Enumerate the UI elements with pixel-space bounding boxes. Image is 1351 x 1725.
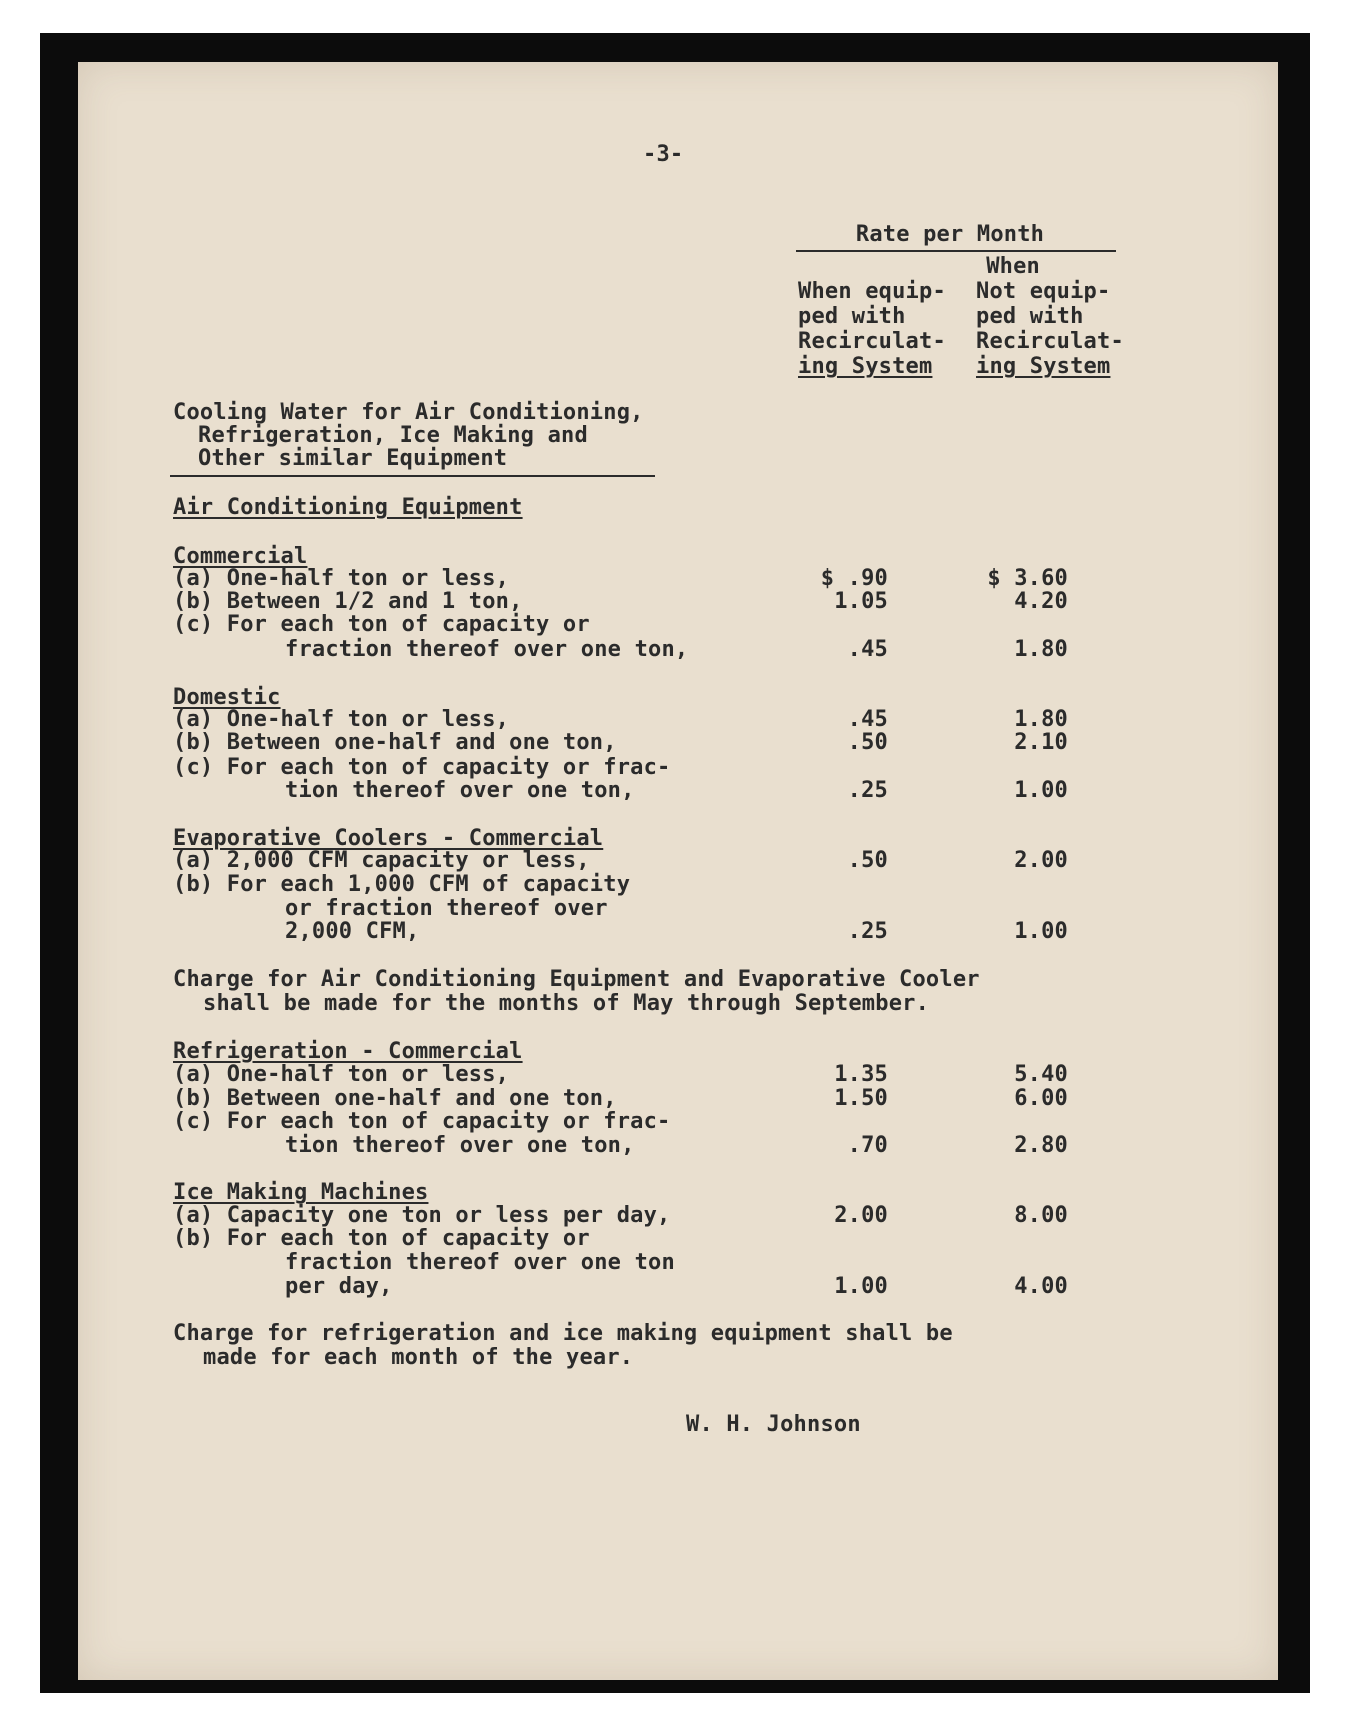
col2-line0: When — [986, 254, 1040, 279]
rate-recirculating: 1.00 — [834, 1274, 888, 1299]
row-label-cont: tion thereof over one ton, — [285, 1133, 635, 1158]
rate-not-recirculating: 2.10 — [1014, 730, 1068, 755]
col1-line4: ing System — [798, 354, 933, 379]
rate-title: Rate per Month — [855, 222, 1045, 247]
col1-line3: Recirculat- — [798, 329, 946, 354]
section-title-line2: Refrigeration, Ice Making and — [198, 423, 588, 448]
rate-recirculating: .70 — [847, 1133, 888, 1158]
note2-line2: made for each month of the year. — [203, 1345, 634, 1370]
note1-line1: Charge for Air Conditioning Equipment and Evaporative Cooler — [173, 967, 980, 992]
rate-recirculating: .50 — [847, 730, 888, 755]
row-label: (c) For each ton of capacity or — [173, 612, 590, 637]
section-title-line1: Cooling Water for Air Conditioning, — [173, 400, 644, 425]
rate-not-recirculating: 2.80 — [1014, 1133, 1068, 1158]
rate-not-recirculating: 1.00 — [1014, 919, 1068, 944]
col2-line2: ped with — [976, 304, 1084, 329]
signature: W. H. Johnson — [686, 1412, 861, 1437]
col2-line4: ing System — [976, 354, 1111, 379]
row-label: (b) For each 1,000 CFM of capacity — [173, 872, 631, 897]
row-label-cont: per day, — [285, 1274, 393, 1299]
row-label-cont: fraction thereof over one ton — [285, 1250, 675, 1275]
rate-not-recirculating: 5.40 — [1014, 1062, 1068, 1087]
rate-recirculating: 1.50 — [834, 1086, 888, 1111]
row-label: (b) Between one-half and one ton, — [173, 1086, 617, 1111]
section-title-rule — [170, 475, 655, 477]
col1-line2: ped with — [798, 304, 906, 329]
commercial-heading: Commercial — [173, 544, 308, 569]
rate-recirculating: .45 — [847, 637, 888, 662]
col2-line3: Recirculat- — [976, 329, 1124, 354]
rate-recirculating: .25 — [847, 919, 888, 944]
row-label-cont: 2,000 CFM, — [285, 919, 420, 944]
row-label-cont: tion thereof over one ton, — [285, 778, 635, 803]
rate-recirculating: .50 — [847, 848, 888, 873]
rate-title-rule — [796, 250, 1116, 252]
rate-recirculating: .25 — [847, 778, 888, 803]
rate-recirculating: 1.35 — [834, 1062, 888, 1087]
refrigeration-heading: Refrigeration - Commercial — [173, 1039, 523, 1064]
rate-not-recirculating: 1.80 — [1014, 637, 1068, 662]
row-label: (b) Between one-half and one ton, — [173, 730, 617, 755]
row-label: (b) For each ton of capacity or — [173, 1226, 590, 1251]
row-label-cont: fraction thereof over one ton, — [285, 637, 689, 662]
rate-not-recirculating: 6.00 — [1014, 1086, 1068, 1111]
row-label: (a) 2,000 CFM capacity or less, — [173, 848, 590, 873]
rate-not-recirculating: 2.00 — [1014, 848, 1068, 873]
note1-line2: shall be made for the months of May through September. — [203, 991, 930, 1016]
rate-recirculating: 1.05 — [834, 589, 888, 614]
rate-not-recirculating: 1.00 — [1014, 778, 1068, 803]
page-number: -3- — [643, 142, 684, 167]
row-label: (b) Between 1/2 and 1 ton, — [173, 589, 523, 614]
row-label-cont: or fraction thereof over — [285, 896, 608, 921]
rate-recirculating: $ .90 — [820, 566, 888, 591]
row-label: (c) For each ton of capacity or frac- — [173, 755, 671, 780]
rate-recirculating: .45 — [847, 707, 888, 732]
row-label: (a) One-half ton or less, — [173, 1062, 510, 1087]
row-label: (c) For each ton of capacity or frac- — [173, 1109, 671, 1134]
rate-not-recirculating: $ 3.60 — [987, 566, 1068, 591]
ice-heading: Ice Making Machines — [173, 1180, 429, 1205]
col1-line1: When equip- — [798, 279, 946, 304]
evaporative-heading: Evaporative Coolers - Commercial — [173, 826, 604, 851]
document-page — [78, 62, 1278, 1680]
row-label: (a) One-half ton or less, — [173, 566, 510, 591]
note2-line1: Charge for refrigeration and ice making equipment shall be — [173, 1321, 953, 1346]
rate-not-recirculating: 1.80 — [1014, 707, 1068, 732]
rate-not-recirculating: 4.00 — [1014, 1274, 1068, 1299]
rate-not-recirculating: 8.00 — [1014, 1203, 1068, 1228]
section-title-line3: Other similar Equipment — [198, 446, 508, 471]
rate-recirculating: 2.00 — [834, 1203, 888, 1228]
row-label: (a) One-half ton or less, — [173, 707, 510, 732]
rate-not-recirculating: 4.20 — [1014, 589, 1068, 614]
row-label: (a) Capacity one ton or less per day, — [173, 1203, 671, 1228]
ac-heading: Air Conditioning Equipment — [173, 495, 523, 520]
col2-line1: Not equip- — [976, 279, 1111, 304]
domestic-heading: Domestic — [173, 685, 281, 710]
